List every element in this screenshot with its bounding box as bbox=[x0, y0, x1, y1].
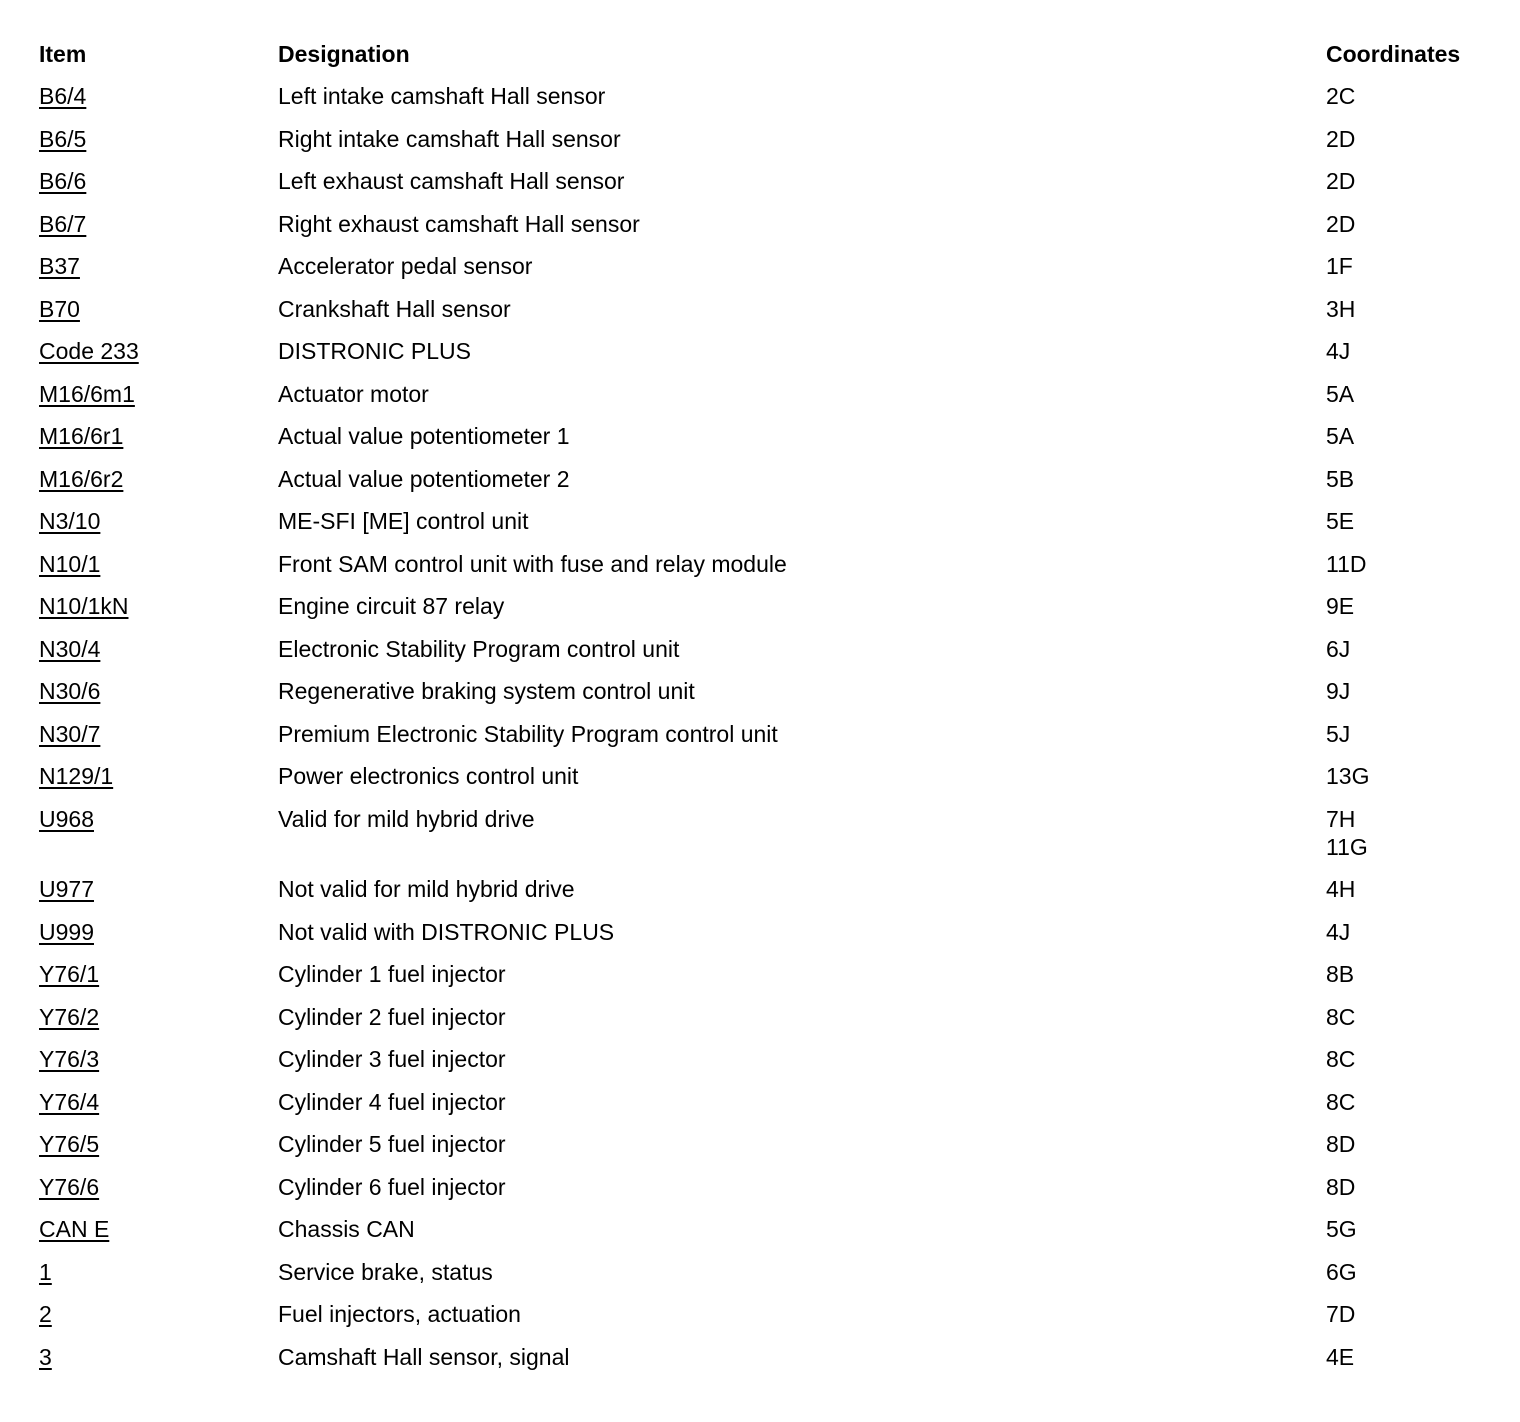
coordinates-cell bbox=[1326, 635, 1499, 663]
table-row bbox=[39, 118, 1499, 161]
coordinates-cell bbox=[1326, 465, 1499, 493]
designation-cell: Engine circuit 87 relay bbox=[278, 593, 505, 619]
table-row bbox=[39, 1038, 1499, 1081]
item-cell bbox=[39, 720, 278, 748]
item-link[interactable]: N10/1 bbox=[39, 550, 101, 577]
coordinates-cell bbox=[1326, 380, 1499, 408]
coordinate-value: 5E bbox=[1326, 508, 1355, 534]
coordinates-cell bbox=[1326, 875, 1499, 903]
item-link[interactable]: Y76/3 bbox=[39, 1046, 100, 1072]
designation-cell: Actual value potentiometer 2 bbox=[278, 465, 570, 492]
coordinates-cell bbox=[1326, 805, 1499, 861]
coordinate-value: 4J bbox=[1326, 918, 1351, 945]
designation-cell: Fuel injectors, actuation bbox=[278, 1301, 521, 1327]
coordinate-value: 9J bbox=[1326, 678, 1351, 704]
table-row bbox=[39, 500, 1499, 543]
coordinates-cell bbox=[1326, 592, 1499, 620]
table-row bbox=[39, 543, 1499, 586]
coordinates-cell bbox=[1326, 125, 1499, 153]
table-row bbox=[39, 1336, 1499, 1379]
coordinates-cell bbox=[1326, 550, 1499, 578]
table-row bbox=[39, 713, 1499, 756]
designation-cell: ME-SFI [ME] control unit bbox=[278, 508, 529, 534]
item-cell bbox=[39, 805, 278, 833]
designation-cell: Cylinder 3 fuel injector bbox=[278, 1046, 506, 1072]
coordinates-cell bbox=[1326, 507, 1499, 535]
table-row bbox=[39, 1251, 1499, 1294]
item-link[interactable]: U977 bbox=[39, 876, 94, 902]
table-body bbox=[39, 75, 1499, 1378]
table-row bbox=[39, 288, 1499, 331]
coordinate-value: 11D bbox=[1326, 550, 1367, 577]
table-row bbox=[39, 755, 1499, 798]
item-cell bbox=[39, 1343, 278, 1371]
item-cell bbox=[39, 507, 278, 535]
designation-cell: DISTRONIC PLUS bbox=[278, 338, 471, 364]
table-row bbox=[39, 1081, 1499, 1124]
coordinate-value: 8C bbox=[1326, 1003, 1356, 1030]
table-row bbox=[39, 670, 1499, 713]
item-cell bbox=[39, 1258, 278, 1286]
item-cell bbox=[39, 337, 278, 365]
item-cell bbox=[39, 1130, 278, 1158]
coordinate-value: 13G bbox=[1326, 763, 1370, 789]
table-row bbox=[39, 203, 1499, 246]
item-link[interactable]: 1 bbox=[39, 1258, 52, 1285]
table-row bbox=[39, 628, 1499, 671]
coordinate-value: 4E bbox=[1326, 1343, 1355, 1370]
table-row bbox=[39, 585, 1499, 628]
item-cell bbox=[39, 82, 278, 110]
item-link[interactable]: Code 233 bbox=[39, 338, 139, 364]
item-cell bbox=[39, 918, 278, 946]
coordinate-value: 4J bbox=[1326, 338, 1351, 364]
table-row bbox=[39, 373, 1499, 416]
coordinate-value: 7D bbox=[1326, 1301, 1356, 1327]
coordinate-value: 7H bbox=[1326, 805, 1356, 832]
coordinates-cell bbox=[1326, 677, 1499, 705]
coordinates-cell bbox=[1326, 918, 1499, 946]
coordinates-cell bbox=[1326, 82, 1499, 110]
coordinate-value: 6J bbox=[1326, 635, 1351, 662]
coordinates-cell bbox=[1326, 720, 1499, 748]
coordinates-cell bbox=[1326, 422, 1499, 450]
item-cell bbox=[39, 422, 278, 450]
coordinates-cell bbox=[1326, 337, 1499, 365]
item-cell bbox=[39, 592, 278, 620]
item-cell bbox=[39, 550, 278, 578]
table-row bbox=[39, 1293, 1499, 1336]
component-legend-table bbox=[39, 36, 1499, 1378]
item-link[interactable]: Y76/4 bbox=[39, 1088, 100, 1115]
coordinate-value: 5G bbox=[1326, 1216, 1357, 1242]
designation-cell: Power electronics control unit bbox=[278, 763, 579, 789]
item-cell bbox=[39, 252, 278, 280]
table-row bbox=[39, 160, 1499, 203]
designation-cell: Crankshaft Hall sensor bbox=[278, 295, 511, 322]
item-cell bbox=[39, 1173, 278, 1201]
designation-cell: Right exhaust camshaft Hall sensor bbox=[278, 210, 640, 237]
designation-cell: Cylinder 4 fuel injector bbox=[278, 1088, 506, 1115]
item-cell bbox=[39, 875, 278, 903]
designation-cell: Front SAM control unit with fuse and relay module bbox=[278, 550, 787, 577]
coordinate-value: 8B bbox=[1326, 961, 1355, 987]
table-row bbox=[39, 1123, 1499, 1166]
coordinate-value: 2C bbox=[1326, 83, 1356, 109]
item-cell bbox=[39, 677, 278, 705]
coordinate-value: 2D bbox=[1326, 168, 1356, 194]
designation-cell: Actuator motor bbox=[278, 380, 429, 407]
coordinate-value: 5B bbox=[1326, 465, 1355, 492]
item-link[interactable]: N10/1kN bbox=[39, 593, 129, 619]
item-link[interactable]: Y76/1 bbox=[39, 961, 100, 987]
designation-cell: Service brake, status bbox=[278, 1258, 493, 1285]
designation-cell: Not valid for mild hybrid drive bbox=[278, 876, 575, 902]
coordinate-value: 5J bbox=[1326, 720, 1351, 747]
item-link[interactable]: B6/4 bbox=[39, 83, 87, 109]
coordinate-value: 8C bbox=[1326, 1088, 1356, 1115]
coordinates-cell bbox=[1326, 1258, 1499, 1286]
table-row bbox=[39, 798, 1499, 869]
coordinates-cell bbox=[1326, 210, 1499, 238]
item-cell bbox=[39, 465, 278, 493]
coordinate-value: 9E bbox=[1326, 593, 1355, 619]
item-link[interactable]: CAN E bbox=[39, 1216, 110, 1242]
coordinates-cell bbox=[1326, 1003, 1499, 1031]
item-cell bbox=[39, 1300, 278, 1328]
item-link[interactable]: N30/6 bbox=[39, 678, 101, 704]
coordinates-cell bbox=[1326, 1300, 1499, 1328]
item-link[interactable]: B6/6 bbox=[39, 168, 87, 194]
designation-cell: Camshaft Hall sensor, signal bbox=[278, 1343, 570, 1370]
table-row bbox=[39, 868, 1499, 911]
item-cell bbox=[39, 295, 278, 323]
item-link[interactable]: Y76/2 bbox=[39, 1003, 100, 1030]
item-cell bbox=[39, 1215, 278, 1243]
designation-cell: Actual value potentiometer 1 bbox=[278, 423, 570, 449]
coordinate-value: 11G bbox=[1326, 833, 1368, 860]
designation-cell: Valid for mild hybrid drive bbox=[278, 805, 535, 832]
item-link[interactable]: N129/1 bbox=[39, 763, 114, 789]
coordinate-value: 6G bbox=[1326, 1258, 1357, 1285]
item-link[interactable]: N30/7 bbox=[39, 720, 101, 747]
header-coordinates: Coordinates bbox=[1326, 41, 1461, 67]
table-row bbox=[39, 330, 1499, 373]
item-link[interactable]: N30/4 bbox=[39, 635, 101, 662]
coordinate-value: 1F bbox=[1326, 253, 1353, 279]
item-link[interactable]: 2 bbox=[39, 1301, 52, 1327]
coordinates-cell bbox=[1326, 1130, 1499, 1158]
coordinate-value: 5A bbox=[1326, 380, 1355, 407]
item-link[interactable]: U999 bbox=[39, 918, 94, 945]
coordinate-value: 3H bbox=[1326, 295, 1356, 322]
item-link[interactable]: M16/6r2 bbox=[39, 465, 124, 492]
designation-cell: Chassis CAN bbox=[278, 1216, 415, 1242]
coordinates-cell bbox=[1326, 167, 1499, 195]
table-row bbox=[39, 1208, 1499, 1251]
item-link[interactable]: B6/7 bbox=[39, 210, 87, 237]
coordinate-value: 8D bbox=[1326, 1131, 1356, 1157]
designation-cell: Right intake camshaft Hall sensor bbox=[278, 125, 621, 152]
table-row bbox=[39, 996, 1499, 1039]
table-row bbox=[39, 415, 1499, 458]
designation-cell: Accelerator pedal sensor bbox=[278, 253, 533, 279]
coordinates-cell bbox=[1326, 1173, 1499, 1201]
item-cell bbox=[39, 762, 278, 790]
item-link[interactable]: 3 bbox=[39, 1343, 52, 1370]
designation-cell: Cylinder 2 fuel injector bbox=[278, 1003, 506, 1030]
header-item: Item bbox=[39, 41, 87, 67]
table-row bbox=[39, 1166, 1499, 1209]
coordinates-cell bbox=[1326, 762, 1499, 790]
designation-cell: Electronic Stability Program control unit bbox=[278, 635, 680, 662]
designation-cell: Left exhaust camshaft Hall sensor bbox=[278, 168, 625, 194]
coordinates-cell bbox=[1326, 1088, 1499, 1116]
designation-cell: Cylinder 6 fuel injector bbox=[278, 1173, 506, 1200]
item-cell bbox=[39, 1088, 278, 1116]
table-header-row bbox=[39, 36, 1499, 75]
coordinate-value: 2D bbox=[1326, 125, 1356, 152]
designation-cell: Premium Electronic Stability Program control unit bbox=[278, 720, 778, 747]
item-cell bbox=[39, 960, 278, 988]
coordinate-value: 8C bbox=[1326, 1046, 1356, 1072]
item-link[interactable]: Y76/5 bbox=[39, 1131, 100, 1157]
item-link[interactable]: Y76/6 bbox=[39, 1173, 100, 1200]
coordinates-cell bbox=[1326, 960, 1499, 988]
coordinates-cell bbox=[1326, 1215, 1499, 1243]
coordinate-value: 4H bbox=[1326, 876, 1356, 902]
coordinate-value: 8D bbox=[1326, 1173, 1356, 1200]
item-link[interactable]: B37 bbox=[39, 253, 80, 279]
item-cell bbox=[39, 125, 278, 153]
designation-cell: Cylinder 5 fuel injector bbox=[278, 1131, 506, 1157]
coordinates-cell bbox=[1326, 252, 1499, 280]
item-cell bbox=[39, 210, 278, 238]
designation-cell: Regenerative braking system control unit bbox=[278, 678, 695, 704]
item-cell bbox=[39, 635, 278, 663]
table-row bbox=[39, 458, 1499, 501]
table-row bbox=[39, 75, 1499, 118]
item-link[interactable]: M16/6r1 bbox=[39, 423, 124, 449]
item-cell bbox=[39, 380, 278, 408]
item-link[interactable]: N3/10 bbox=[39, 508, 101, 534]
item-cell bbox=[39, 1045, 278, 1073]
table-row bbox=[39, 911, 1499, 954]
coordinates-cell bbox=[1326, 1045, 1499, 1073]
item-cell bbox=[39, 1003, 278, 1031]
designation-cell: Left intake camshaft Hall sensor bbox=[278, 83, 606, 109]
item-link[interactable]: M16/6m1 bbox=[39, 380, 135, 407]
coordinate-value: 2D bbox=[1326, 210, 1356, 237]
designation-cell: Not valid with DISTRONIC PLUS bbox=[278, 918, 615, 945]
table-row bbox=[39, 245, 1499, 288]
designation-cell: Cylinder 1 fuel injector bbox=[278, 961, 506, 987]
coordinates-cell bbox=[1326, 1343, 1499, 1371]
item-link[interactable]: B6/5 bbox=[39, 125, 87, 152]
coordinates-cell bbox=[1326, 295, 1499, 323]
coordinate-value: 5A bbox=[1326, 423, 1355, 449]
item-link[interactable]: U968 bbox=[39, 805, 94, 832]
item-link[interactable]: B70 bbox=[39, 295, 80, 322]
table-row bbox=[39, 953, 1499, 996]
header-designation: Designation bbox=[278, 41, 410, 67]
item-cell bbox=[39, 167, 278, 195]
